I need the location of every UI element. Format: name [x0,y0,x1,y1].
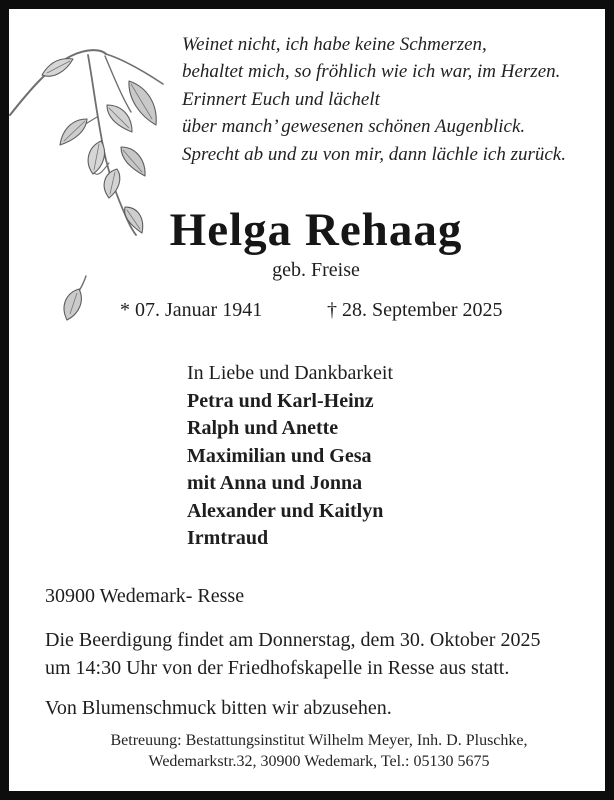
location-line: 30900 Wedemark- Resse [45,585,245,607]
poem-line: Erinnert Euch und lächelt [182,88,380,110]
mourner-name: Ralph und Anette [187,417,339,439]
mourner-name: mit Anna und Jonna [187,472,363,494]
mourner-name: Maximilian und Gesa [187,444,372,467]
mourner-name: Irmtraud [187,527,269,549]
maiden-name: geb. Freise [272,259,360,282]
poem-line: Weinet nicht, ich habe keine Schmerzen, [182,34,487,55]
funeral-home-line: Wedemarkstr.32, 30900 Wedemark, Tel.: 05130 5675 [148,752,490,770]
funeral-home-footer [9,731,605,772]
deceased-name: Helga Rehaag [169,204,463,256]
flowers-note: Von Blumenschmuck bitten wir abzusehen. [45,697,392,719]
poem-line: über manch’ gewesenen schönen Augenblick. [182,116,526,138]
poem-line: behaltet mich, so fröhlich wie ich war, im Herzen. [182,61,561,83]
poem-line: Sprecht ab und zu von mir, dann lächle ich zurück. [182,143,566,165]
birth-date: * 07. Januar 1941 [120,299,263,321]
mourner-name: Petra und Karl-Heinz [187,389,374,412]
funeral-info [45,626,585,682]
funeral-info-line: Die Beerdigung findet am Donnerstag, dem 30. Oktober 2025 [45,629,541,651]
funeral-home-line: Betreuung: Bestattungsinstitut Wilhelm Meyer, Inh. D. Pluschke, [110,732,528,749]
name-block [9,203,605,282]
funeral-info-line: um 14:30 Uhr von der Friedhofskapelle in Resse aus statt. [45,657,510,679]
memorial-poem [182,31,592,168]
mourners-list [187,360,393,553]
mourner-name: Alexander und Kaitlyn [187,499,384,522]
death-date: † 28. September 2025 [327,299,503,321]
mourning-intro: In Liebe und Dankbarkeit [187,362,394,384]
